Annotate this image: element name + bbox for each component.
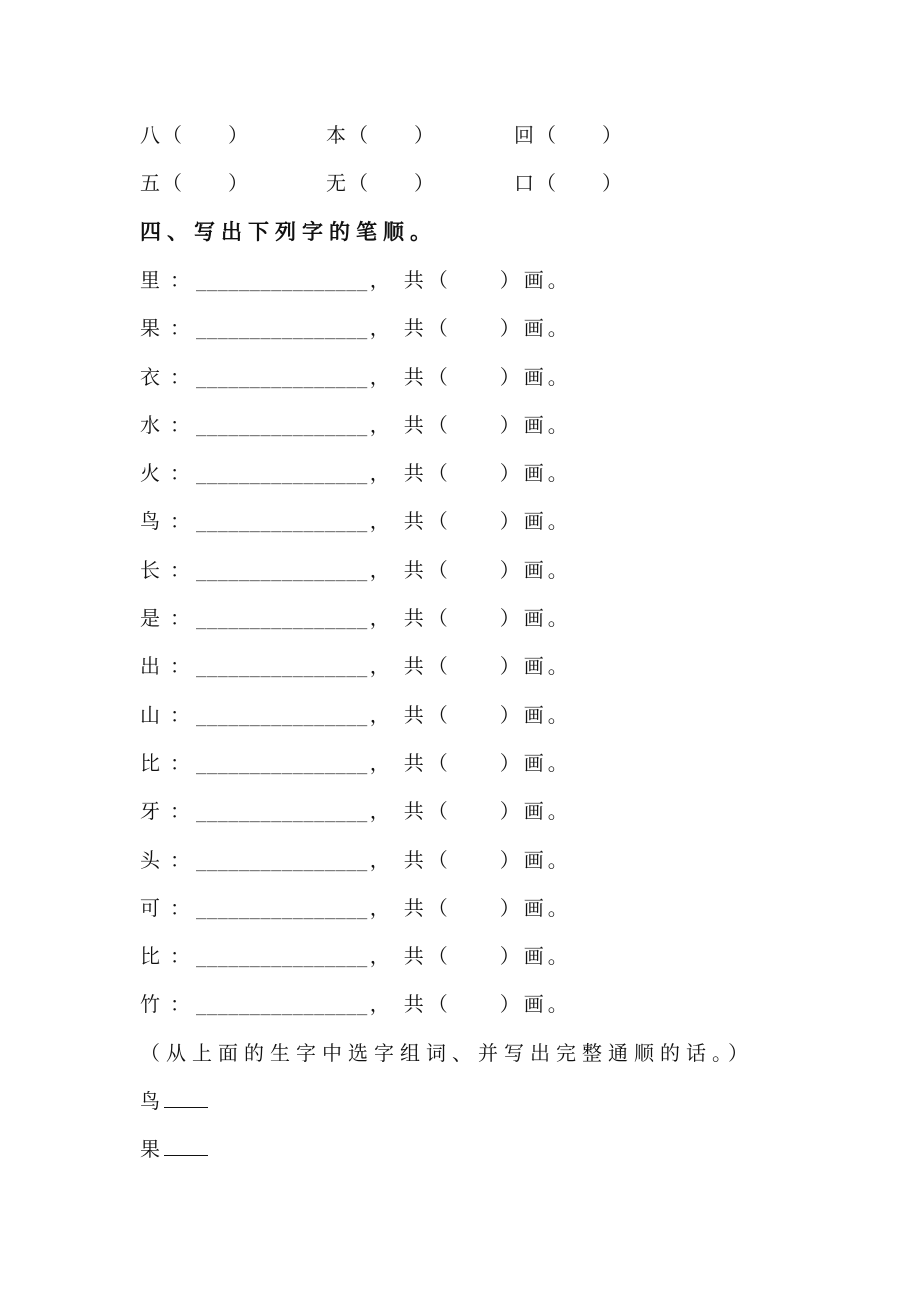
stroke-row-colon: ： — [170, 895, 190, 920]
stroke-row-char: 是 — [140, 606, 162, 631]
word-row-char: 鸟 — [140, 1089, 160, 1113]
word-row — [140, 1086, 208, 1116]
stroke-count-prompt: 共（ ）画。 — [403, 799, 572, 824]
stroke-row-colon: ： — [170, 557, 190, 582]
stroke-count-prompt: 共（ ）画。 — [403, 557, 572, 582]
stroke-answer-blank[interactable]: ________________ — [196, 465, 368, 486]
stroke-answer-blank[interactable]: ________________ — [196, 272, 368, 292]
stroke-row — [140, 892, 860, 940]
stroke-row-colon: ： — [170, 992, 190, 1017]
grid-cell: 回（ ） — [514, 123, 624, 147]
stroke-row-char: 头 — [140, 847, 162, 872]
stroke-row-comma: ， — [369, 268, 390, 292]
stroke-row-comma: ， — [369, 702, 390, 727]
stroke-row-comma: ， — [369, 412, 390, 437]
stroke-row — [140, 844, 860, 892]
stroke-count-prompt: 共（ ）画。 — [403, 847, 572, 872]
stroke-answer-blank[interactable]: ________________ — [196, 513, 368, 534]
stroke-count-prompt: 共（ ）画。 — [403, 750, 572, 775]
stroke-row — [140, 457, 860, 505]
stroke-row-colon: ： — [170, 944, 190, 969]
stroke-row — [140, 795, 860, 843]
stroke-row-colon: ： — [170, 799, 190, 824]
stroke-row-colon: ： — [170, 654, 190, 679]
word-row-char: 果 — [140, 1137, 160, 1161]
stroke-row-colon: ： — [170, 702, 190, 727]
stroke-answer-blank[interactable]: ________________ — [196, 320, 368, 341]
stroke-count-prompt: 共（ ）画。 — [403, 654, 572, 679]
stroke-count-prompt: 共（ ）画。 — [403, 606, 572, 631]
stroke-row-comma: ， — [369, 944, 390, 969]
stroke-count-prompt: 共（ ）画。 — [403, 364, 572, 389]
stroke-order-list — [140, 264, 860, 1037]
stroke-row — [140, 361, 860, 409]
stroke-row-comma: ， — [369, 847, 390, 872]
grid-cell: 八（ ） — [140, 123, 250, 147]
stroke-row-comma: ， — [369, 461, 390, 486]
stroke-row — [140, 409, 860, 457]
stroke-count-prompt: 共（ ）画。 — [403, 944, 572, 969]
stroke-row-comma: ， — [369, 509, 390, 534]
stroke-count-prompt: 共（ ）画。 — [403, 895, 572, 920]
stroke-count-prompt: 共（ ）画。 — [403, 461, 572, 486]
stroke-row — [140, 940, 860, 988]
stroke-answer-blank[interactable]: ________________ — [196, 899, 368, 920]
stroke-row-colon: ： — [170, 606, 190, 631]
stroke-row-colon: ： — [170, 509, 190, 534]
stroke-row — [140, 602, 860, 650]
stroke-answer-blank[interactable]: ________________ — [196, 754, 368, 775]
stroke-row-comma: ， — [369, 606, 390, 631]
grid-cell: 无（ ） — [326, 171, 436, 195]
stroke-row-char: 鸟 — [140, 509, 162, 534]
stroke-row — [140, 554, 860, 602]
stroke-answer-blank[interactable]: ________________ — [196, 996, 368, 1017]
stroke-row — [140, 747, 860, 795]
stroke-row-comma: ， — [369, 992, 390, 1017]
stroke-row-char: 水 — [140, 412, 162, 437]
stroke-row-colon: ： — [170, 268, 190, 292]
stroke-row-comma: ， — [369, 654, 390, 679]
stroke-row-colon: ： — [170, 316, 190, 341]
stroke-count-prompt: 共（ ）画。 — [403, 702, 572, 727]
stroke-row-char: 可 — [140, 895, 162, 920]
stroke-row-char: 竹 — [140, 992, 162, 1017]
stroke-row-colon: ： — [170, 461, 190, 486]
stroke-row-comma: ， — [369, 557, 390, 582]
stroke-row-char: 比 — [140, 944, 162, 969]
stroke-row-comma: ， — [369, 364, 390, 389]
word-row — [140, 1134, 208, 1164]
stroke-row — [140, 699, 860, 747]
stroke-row-comma: ， — [369, 750, 390, 775]
stroke-answer-blank[interactable]: ________________ — [196, 610, 368, 631]
stroke-answer-blank[interactable]: ________________ — [196, 658, 368, 679]
stroke-row — [140, 312, 860, 360]
answer-line[interactable] — [164, 1135, 208, 1156]
stroke-answer-blank[interactable]: ________________ — [196, 706, 368, 727]
grid-cell: 本（ ） — [326, 123, 436, 147]
stroke-count-prompt: 共（ ）画。 — [403, 268, 572, 292]
grid-cell: 五（ ） — [140, 171, 250, 195]
stroke-row-comma: ， — [369, 895, 390, 920]
stroke-row-colon: ： — [170, 750, 190, 775]
stroke-row-char: 山 — [140, 702, 162, 727]
stroke-row-char: 比 — [140, 750, 162, 775]
stroke-row-char: 里 — [140, 268, 162, 292]
stroke-row-comma: ， — [369, 316, 390, 341]
stroke-answer-blank[interactable]: ________________ — [196, 416, 368, 437]
stroke-count-prompt: 共（ ）画。 — [403, 509, 572, 534]
grid-cell: 口（ ） — [514, 171, 624, 195]
stroke-row-colon: ： — [170, 412, 190, 437]
stroke-count-prompt: 共（ ）画。 — [403, 316, 572, 341]
stroke-row-char: 衣 — [140, 364, 162, 389]
stroke-row-char: 牙 — [140, 799, 162, 824]
stroke-row — [140, 505, 860, 553]
stroke-answer-blank[interactable]: ________________ — [196, 803, 368, 824]
stroke-row — [140, 988, 860, 1036]
stroke-row-char: 长 — [140, 557, 162, 582]
stroke-row-char: 出 — [140, 654, 162, 679]
stroke-row-colon: ： — [170, 847, 190, 872]
stroke-row — [140, 650, 860, 698]
instruction-text: （从上面的生字中选字组词、并写出完整通顺的话。） — [140, 1041, 754, 1065]
stroke-answer-blank[interactable]: ________________ — [196, 368, 368, 389]
stroke-row-comma: ， — [369, 799, 390, 824]
stroke-row-char: 果 — [140, 316, 162, 341]
section-heading: 四、写出下列字的笔顺。 — [140, 219, 437, 244]
stroke-row-colon: ： — [170, 364, 190, 389]
stroke-answer-blank[interactable]: ________________ — [196, 561, 368, 582]
stroke-answer-blank[interactable]: ________________ — [196, 851, 368, 872]
stroke-count-prompt: 共（ ）画。 — [403, 412, 572, 437]
stroke-answer-blank[interactable]: ________________ — [196, 948, 368, 969]
stroke-row-char: 火 — [140, 461, 162, 486]
answer-line[interactable] — [164, 1087, 208, 1108]
stroke-row — [140, 264, 860, 312]
stroke-count-prompt: 共（ ）画。 — [403, 992, 572, 1017]
